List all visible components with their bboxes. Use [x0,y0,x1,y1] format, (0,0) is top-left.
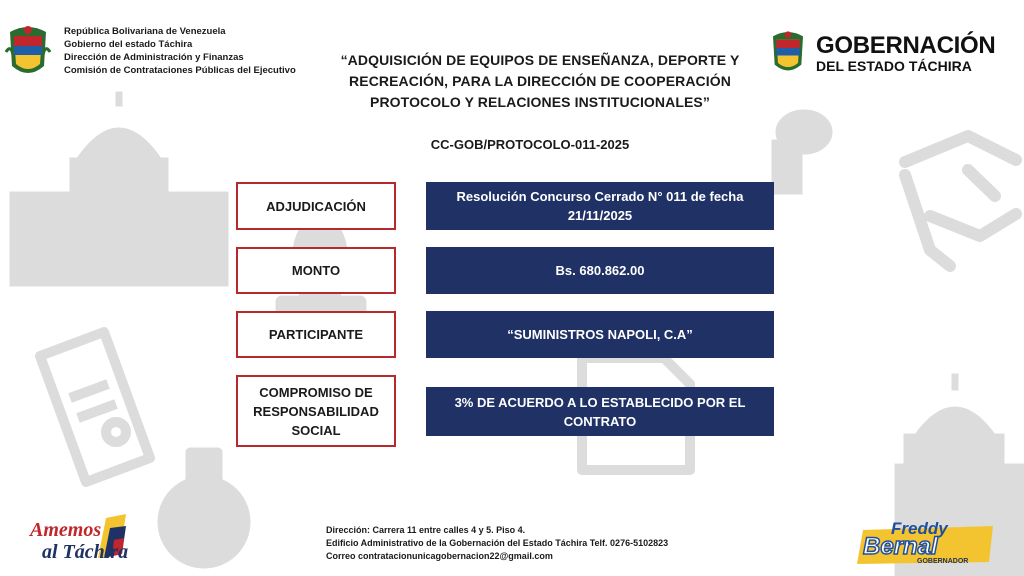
slogan-line-1: Amemos [30,519,102,541]
amemos-al-tachira-logo [26,514,130,566]
governorate-line-2: DEL ESTADO TÁCHIRA [816,57,972,74]
footer-building: Edificio Administrativo de la Gobernación del Estado Táchira Telf. 0276-5102823 [326,538,669,548]
governor-title: GOBERNADOR [917,558,969,565]
governor-last-name: Bernal [863,533,938,560]
footer-contact [326,524,668,563]
document-icon [40,332,150,482]
footer-email: Correo contratacionunicagobernacion22@gmail.com [326,551,553,561]
procurement-code: CC-GOB/PROTOCOLO-011-2025 [430,137,630,152]
governorate-wordmark [816,31,996,74]
footer-address: Dirección: Carrera 11 entre calles 4 y 5. Piso 4. [326,525,526,535]
header-left [4,22,296,82]
value-compromiso: 3% DE ACUERDO A LO ESTABLECIDO POR EL CONTRATO [426,387,774,436]
building-icon [10,92,228,286]
org-line: Comisión de Contrataciones Públicas del Ejecutivo [64,65,296,76]
label-compromiso: COMPROMISO DE RESPONSABILIDAD SOCIAL [236,375,396,447]
governor-logo [855,516,1000,566]
procurement-title: “ADQUISICIÓN DE EQUIPOS DE ENSEÑANZA, DEPORTE Y RECREACIÓN, PARA LA DIRECCIÓN DE COOPERACIÓN PROTOCOLO Y RELACIONES INSTITUCIONALES” [340,52,740,110]
handshake-icon [905,136,1016,266]
org-line: República Bolivariana de Venezuela [64,26,226,37]
value-monto: Bs. 680.862.00 [426,247,774,294]
org-line: Gobierno del estado Táchira [64,39,193,50]
state-coat-of-arms-icon [766,28,810,78]
organization-lines [64,25,296,77]
state-coat-of-arms-icon [4,22,52,82]
header-right-logo [766,28,995,78]
governor-first-name: Freddy [891,519,948,538]
label-adjudicacion: ADJUDICACIÓN [236,182,396,230]
value-participante: “SUMINISTROS NAPOLI, C.A” [426,311,774,358]
label-monto: MONTO [236,247,396,294]
label-participante: PARTICIPANTE [236,311,396,358]
governorate-line-1: GOBERNACIÓN [816,31,996,59]
slogan-line-2: al Táchira [42,541,129,563]
org-line: Dirección de Administración y Finanzas [64,52,244,63]
value-adjudicacion: Resolución Concurso Cerrado N° 011 de fecha 21/11/2025 [426,182,774,230]
seal-icon [158,448,250,568]
